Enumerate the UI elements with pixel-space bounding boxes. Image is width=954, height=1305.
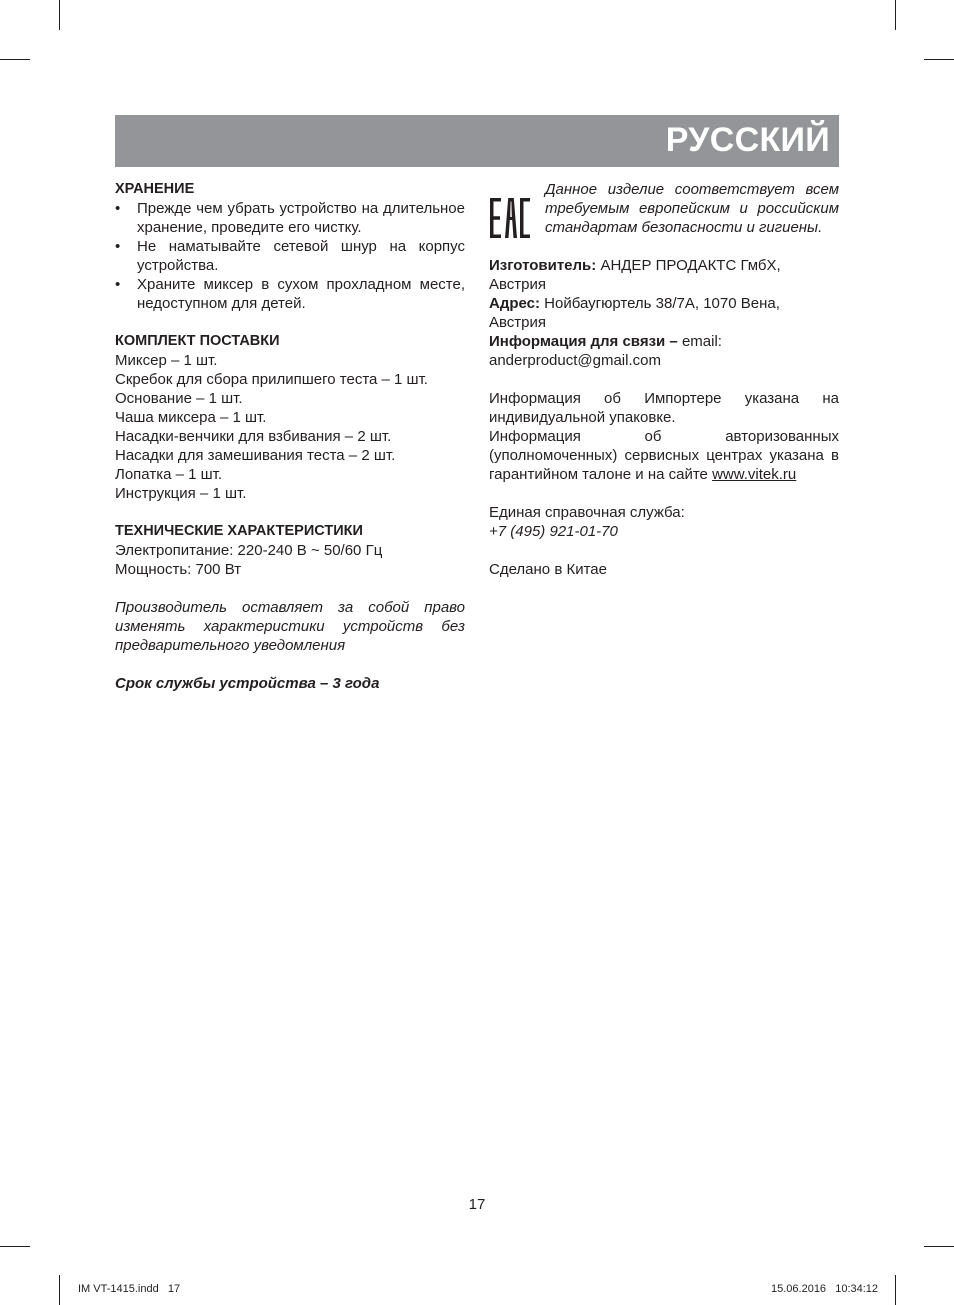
slug-file-name: IM VT-1415.indd 17	[78, 1283, 181, 1295]
list-item: Миксер – 1 шт.	[115, 352, 218, 369]
service-centers-description: Информация об авторизованных (уполномоченных) сервисных центрах указана в гарантийном талоне и на сайте	[489, 428, 839, 483]
list-item: Основание – 1 шт.	[115, 390, 243, 407]
helpline-label: Единая справочная служба:	[489, 504, 685, 521]
package-title: КОМПЛЕКТ ПОСТАВКИ	[115, 333, 280, 349]
eac-logo-icon	[489, 198, 531, 238]
language-title: РУССКИЙ	[665, 121, 830, 159]
contact-label: Информация для связи –	[489, 333, 678, 350]
importer-info-text: Информация об Импортере указана на индивидуальной упаковке.	[489, 390, 839, 426]
manufacturer-label: Изготовитель:	[489, 257, 597, 274]
crop-mark-top-left-horizontal	[0, 59, 30, 60]
eac-certification	[489, 180, 839, 237]
vitek-website-link[interactable]: www.vitek.ru	[712, 466, 797, 483]
list-item: Чаша миксера – 1 шт.	[115, 409, 267, 426]
left-column	[115, 180, 465, 693]
crop-mark-top-left-vertical	[59, 0, 60, 30]
list-item: Насадки для замешивания теста – 2 шт.	[115, 447, 396, 464]
address-value: Нойбаугюртель 38/7А, 1070 Вена, Австрия	[489, 295, 780, 331]
crop-mark-top-right-vertical	[895, 0, 896, 30]
crop-mark-bottom-left-horizontal	[0, 1246, 30, 1247]
manufacturer-info	[489, 256, 839, 370]
list-item: • Прежде чем убрать устройство на длительное хранение, проведите его чистку.	[115, 199, 465, 237]
crop-mark-bottom-right-vertical	[895, 1275, 896, 1305]
list-item: Скребок для сбора прилипшего теста – 1 шт.	[115, 371, 428, 388]
crop-mark-bottom-left-vertical	[59, 1275, 60, 1305]
contact-value: email: anderproduct@gmail.com	[489, 333, 722, 369]
package-section	[115, 332, 465, 503]
crop-mark-bottom-right-horizontal	[924, 1246, 954, 1247]
slug-date-time: 15.06.2016 10:34:12	[771, 1283, 879, 1295]
service-life-text: Срок службы устройства – 3 года	[115, 675, 380, 692]
right-column	[489, 180, 839, 579]
page-number: 17	[468, 1196, 486, 1213]
specs-section	[115, 522, 465, 579]
manufacturer-line	[489, 256, 839, 294]
list-item: Инструкция – 1 шт.	[115, 485, 247, 502]
manufacturer-value: АНДЕР ПРОДАКТС ГмбХ, Австрия	[489, 257, 781, 293]
contact-line	[489, 332, 839, 370]
storage-list	[115, 199, 465, 313]
storage-section	[115, 180, 465, 313]
made-in-text: Сделано в Китае	[489, 561, 607, 578]
eac-statement: Данное изделие соответствует всем требуемым европейским и российским стандартам безопасности и гигиены.	[545, 181, 839, 236]
list-item: Насадки-венчики для взбивания – 2 шт.	[115, 428, 392, 445]
list-item: • Храните миксер в сухом прохладном месте, недоступном для детей.	[115, 275, 465, 313]
service-centers-text	[489, 427, 839, 484]
crop-mark-top-right-horizontal	[924, 59, 954, 60]
address-line	[489, 294, 839, 332]
list-item: Лопатка – 1 шт.	[115, 466, 223, 483]
disclaimer-text: Производитель оставляет за собой право изменять характеристики устройств без предварительного уведомления	[115, 599, 465, 654]
helpline-phone: +7 (495) 921-01-70	[489, 523, 618, 540]
spec-power: Мощность: 700 Вт	[115, 561, 242, 578]
spec-power-supply: Электропитание: 220-240 В ~ 50/60 Гц	[115, 542, 383, 559]
list-item: • Не наматывайте сетевой шнур на корпус устройства.	[115, 237, 465, 275]
storage-title: ХРАНЕНИЕ	[115, 181, 195, 197]
address-label: Адрес:	[489, 295, 540, 312]
specs-title: ТЕХНИЧЕСКИЕ ХАРАКТЕРИСТИКИ	[115, 523, 363, 539]
language-header-bar	[115, 115, 839, 167]
